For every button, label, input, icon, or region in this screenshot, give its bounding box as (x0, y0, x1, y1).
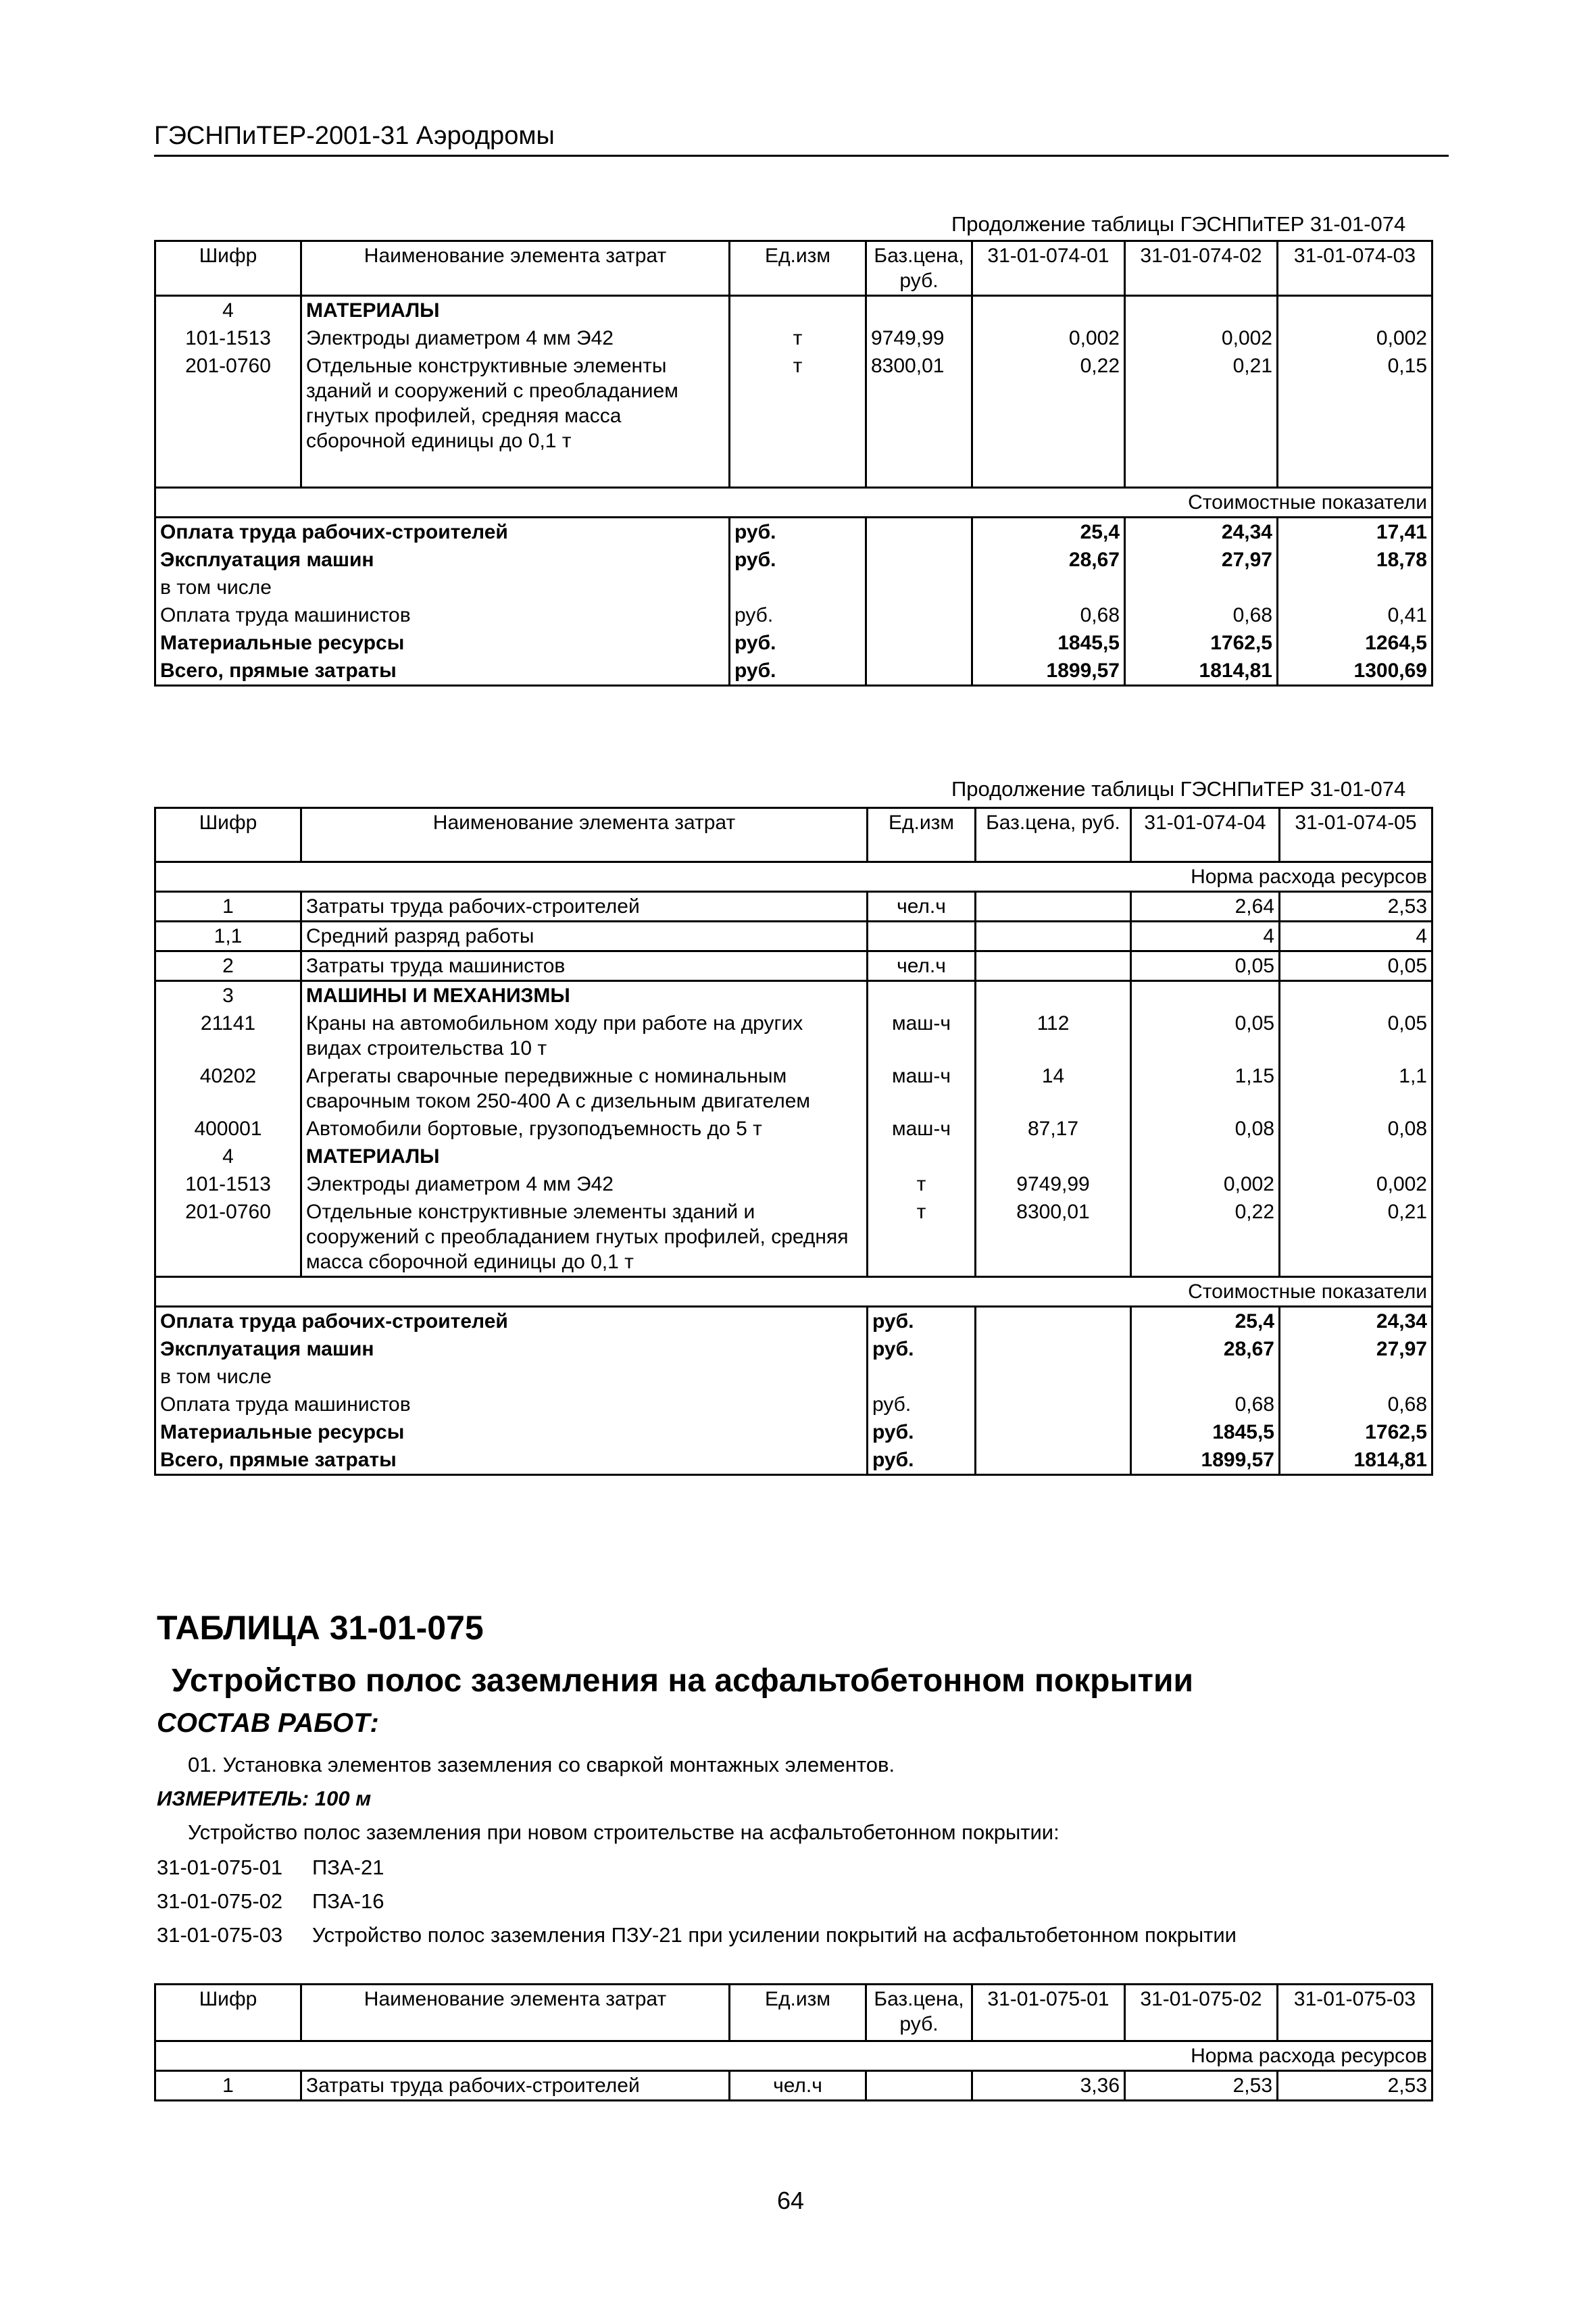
table-row: в том числе (155, 1363, 1432, 1391)
table-row: Материальные ресурсы руб. 1845,5 1762,5 1264,5 (155, 629, 1432, 657)
table-row: 101-1513 Электроды диаметром 4 мм Э42 т 9749,99 0,002 0,002 (155, 1170, 1432, 1198)
table-row: 101-1513 Электроды диаметром 4 мм Э42 т 9749,99 0,002 0,002 0,002 (155, 324, 1432, 352)
table-row: Всего, прямые затраты руб. 1899,57 1814,81 1300,69 (155, 657, 1432, 686)
table-row: 40202 Агрегаты сварочные передвижные с номинальным сварочным током 250-400 А с дизельным двигателем маш-ч 14 1,15 1,1 (155, 1062, 1432, 1115)
cost-indicators-label: Стоимостные показатели (155, 487, 1432, 517)
continuation-note-1: Продолжение таблицы ГЭСНПиТЕР 31-01-074 (951, 212, 1406, 236)
col-header-unit: Ед.изм (730, 1985, 866, 2041)
table-row: 1 Затраты труда рабочих-строителей чел.ч 2,64 2,53 (155, 892, 1432, 922)
intro-text: Устройство полос заземления при новом строительстве на асфальтобетонном покрытии: (188, 1820, 1059, 1844)
col-header-norm: 31-01-075-01 (972, 1985, 1125, 2041)
meter-label: ИЗМЕРИТЕЛЬ: (157, 1787, 309, 1810)
table-31-01-074-part2 (154, 807, 1433, 1476)
page-number: 64 (777, 2187, 805, 2214)
page-header: ГЭСНПиТЕР-2001-31 Аэродромы (154, 122, 1449, 157)
col-header-code: Шифр (155, 1985, 301, 2041)
table-row: 21141 Краны на автомобильном ходу при работе на других видах строительства 10 т маш-ч 112 0,05 0,05 (155, 1010, 1432, 1062)
col-header-price: Баз.цена, руб. (866, 241, 972, 296)
cost-indicators-label: Стоимостные показатели (155, 1277, 1432, 1307)
col-header-name: Наименование элемента затрат (301, 241, 730, 296)
table-title: ТАБЛИЦА 31-01-075 (157, 1609, 484, 1647)
table-row: Оплата труда рабочих-строителей руб. 25,4 24,34 (155, 1307, 1432, 1336)
col-header-norm: 31-01-074-01 (972, 241, 1125, 296)
table-row: 201-0760 Отдельные конструктивные элементы зданий и сооружений с преобладанием гнутых профилей, средняя масса сборочной единицы до 0,1 т т 8300,01 0,22 0,21 0,15 (155, 352, 1432, 487)
table-row: 1,1 Средний разряд работы 4 4 (155, 922, 1432, 951)
col-header-norm: 31-01-074-05 (1280, 808, 1432, 862)
table-row: 4 МАТЕРИАЛЫ (155, 1143, 1432, 1170)
table-row: 3 МАШИНЫ И МЕХАНИЗМЫ (155, 981, 1432, 1010)
table-31-01-075 (154, 1983, 1433, 2101)
col-header-code: Шифр (155, 241, 301, 296)
continuation-note-2: Продолжение таблицы ГЭСНПиТЕР 31-01-074 (951, 777, 1406, 801)
col-header-name: Наименование элемента затрат (301, 1985, 730, 2041)
work-item: 01. Установка элементов заземления со сваркой монтажных элементов. (188, 1753, 895, 1776)
col-header-norm: 31-01-074-03 (1278, 241, 1432, 296)
table-row: Оплата труда рабочих-строителей руб. 25,4 24,34 17,41 (155, 517, 1432, 546)
col-header-price: Баз.цена, руб. (866, 1985, 972, 2041)
col-header-norm: 31-01-074-02 (1125, 241, 1278, 296)
table-row: 201-0760 Отдельные конструктивные элементы зданий и сооружений с преобладанием гнутых профилей, средняя масса сборочной единицы до 0,1 т т 8300,01 0,22 0,21 (155, 1198, 1432, 1277)
code-line: 31-01-075-01 ПЗА-21 (157, 1856, 384, 1879)
code-line: 31-01-075-03 Устройство полос заземления ПЗУ-21 при усилении покрытий на асфальтобетонном покрытии (157, 1923, 1237, 1947)
section-subtitle: Устройство полос заземления на асфальтобетонном покрытии (172, 1663, 1193, 1699)
table-row: Оплата труда машинистов руб. 0,68 0,68 0,41 (155, 601, 1432, 629)
col-header-unit: Ед.изм (730, 241, 866, 296)
works-label: СОСТАВ РАБОТ: (157, 1708, 379, 1738)
col-header-norm: 31-01-075-03 (1278, 1985, 1432, 2041)
col-header-price: Баз.цена, руб. (976, 808, 1131, 862)
table-row: 400001 Автомобили бортовые, грузоподъемность до 5 т маш-ч 87,17 0,08 0,08 (155, 1115, 1432, 1143)
col-header-norm: 31-01-074-04 (1131, 808, 1280, 862)
table-row: 2 Затраты труда машинистов чел.ч 0,05 0,05 (155, 951, 1432, 981)
table-row: Оплата труда машинистов руб. 0,68 0,68 (155, 1391, 1432, 1418)
table-row: в том числе (155, 574, 1432, 601)
table-31-01-074-part1 (154, 240, 1433, 687)
table-row: Эксплуатация машин руб. 28,67 27,97 (155, 1335, 1432, 1363)
meter-value: 100 м (314, 1787, 372, 1810)
col-header-name: Наименование элемента затрат (301, 808, 868, 862)
norm-label: Норма расхода ресурсов (155, 2041, 1432, 2071)
col-header-code: Шифр (155, 808, 301, 862)
table-row: Всего, прямые затраты руб. 1899,57 1814,81 (155, 1446, 1432, 1475)
table-row: 4 МАТЕРИАЛЫ (155, 296, 1432, 325)
col-header-unit: Ед.изм (868, 808, 976, 862)
code-line: 31-01-075-02 ПЗА-16 (157, 1889, 384, 1913)
meter-line (157, 1787, 371, 1811)
norm-label: Норма расхода ресурсов (155, 862, 1432, 892)
table-row: 1 Затраты труда рабочих-строителей чел.ч 3,36 2,53 2,53 (155, 2071, 1432, 2101)
col-header-norm: 31-01-075-02 (1125, 1985, 1278, 2041)
table-row: Эксплуатация машин руб. 28,67 27,97 18,78 (155, 546, 1432, 574)
table-row: Материальные ресурсы руб. 1845,5 1762,5 (155, 1418, 1432, 1446)
